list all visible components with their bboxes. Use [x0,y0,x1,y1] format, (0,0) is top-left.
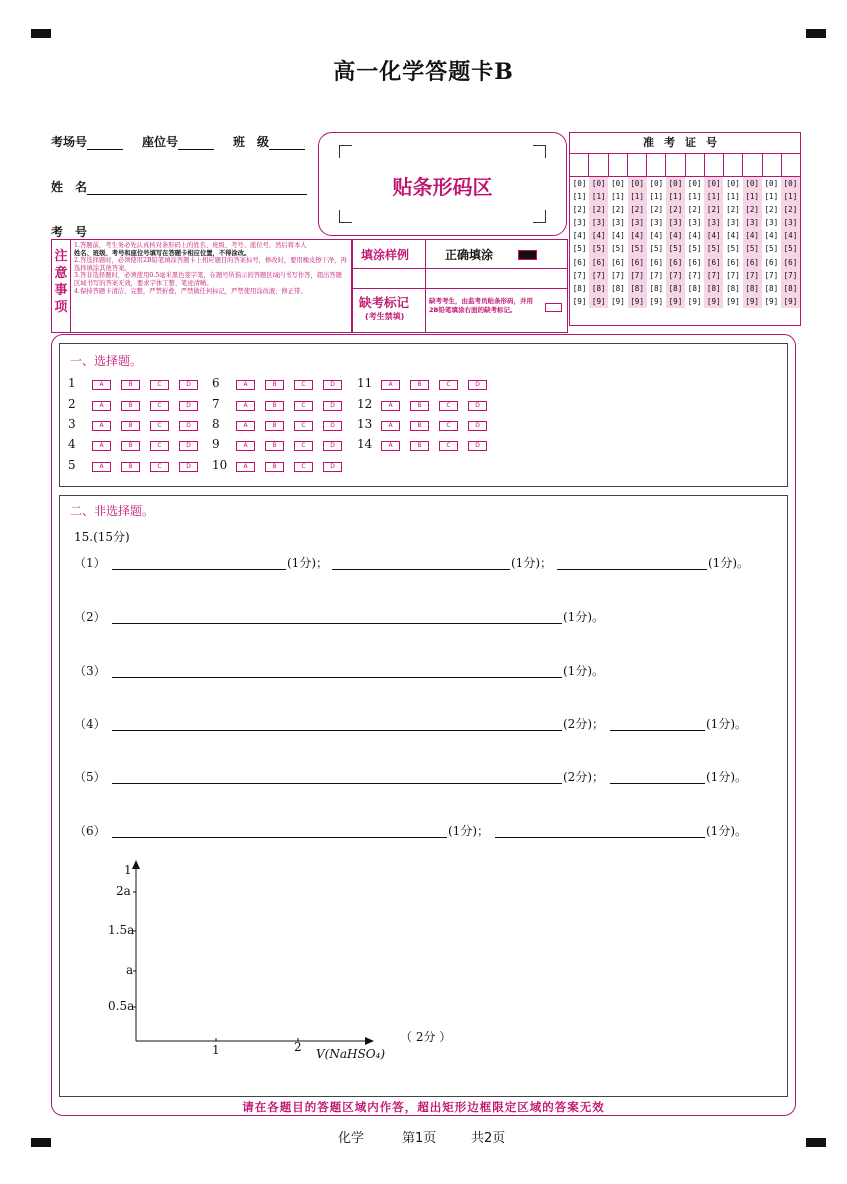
ticket-digit-bubble[interactable]: [6] [687,257,702,267]
ticket-digit-cell[interactable] [628,154,647,176]
x-axis-label: V(NaHSO₄) [316,1047,386,1061]
ticket-digit-cell[interactable] [743,154,762,176]
section2-title: 二、非选择题。 [70,504,155,518]
option-bubble-b[interactable]: B [265,421,284,431]
ticket-digit-bubble[interactable]: [8] [668,283,683,293]
ticket-digit-bubble[interactable]: [4] [764,231,779,241]
notice-text: 1.答题前，考生务必先认真核对条形码上的姓名、班级、考号、座位号，然后将本人 姓名、班级、考号和座位号填写在答题卡相应位置，不得涂改。 2.答选择题时，必须使用2B铅笔填涂答题卡上相应题目的答案标号，修改时，要用橡皮擦干净，再选择填涂其他答案。 3.答非选择题时，必须使用0.5毫米黑色签字笔，在题号所指示的答题区域内书写作答，超出答题区域书写的答案无效，要求字体工整、笔迹清晰。 4.保持答题卡清洁、完整，严禁折叠，严禁做任何标记，严禁使用涂改液、修正带。 [74,242,347,295]
option-bubble-d[interactable]: D [179,421,198,431]
option-bubble-a[interactable]: A [92,441,111,451]
ticket-digit-bubble[interactable]: [8] [611,283,625,293]
ticket-digit-bubble[interactable]: [0] [630,179,644,188]
option-bubble-d[interactable]: D [323,421,342,431]
ticket-digit-cell[interactable] [666,154,685,176]
y-tick-label: a [126,963,134,977]
ticket-digit-bubble[interactable]: [1] [668,192,683,202]
score-label: (1分)。 [708,556,749,570]
ticket-digit-bubble[interactable]: [9] [630,296,644,306]
option-bubble-a[interactable]: A [236,380,255,390]
ticket-number-grid [569,132,801,326]
option-bubble-c[interactable]: C [294,462,313,472]
ticket-digit-bubble[interactable]: [0] [591,179,606,188]
option-bubble-c[interactable]: C [150,380,169,390]
option-bubble-b[interactable]: B [410,380,429,390]
option-bubble-b[interactable]: B [265,441,284,451]
ticket-digit-bubble[interactable]: [0] [668,179,683,188]
ticket-digit-cell[interactable] [686,154,705,176]
option-bubble-d[interactable]: D [179,441,198,451]
ticket-digit-bubble[interactable]: [3] [611,218,625,228]
ticket-digit-bubble[interactable]: [3] [726,218,740,228]
answer-blank[interactable] [557,569,707,570]
ticket-digit-bubble[interactable]: [4] [745,231,759,241]
answer-blank[interactable] [112,837,447,838]
ticket-digit-bubble[interactable]: [9] [687,296,702,306]
ticket-digit-bubble[interactable]: [6] [783,257,798,267]
option-bubble-a[interactable]: A [381,421,400,431]
ticket-digit-bubble[interactable]: [5] [783,244,798,254]
ticket-digit-bubble[interactable]: [5] [706,244,721,254]
y-tick-label: 1 [124,863,132,877]
answer-row-label: （6） [74,824,106,838]
option-bubble-d[interactable]: D [323,401,342,411]
question-number: 7 [212,397,220,411]
ticket-digit-bubble[interactable]: [3] [649,218,664,228]
ticket-digit-bubble[interactable]: [5] [687,244,702,254]
ticket-digit-bubble[interactable]: [8] [591,283,606,293]
answer-blank[interactable] [112,730,562,731]
ticket-digit-bubble[interactable]: [6] [649,257,664,267]
ticket-digit-bubble[interactable]: [4] [649,231,664,241]
ticket-digit-bubble[interactable]: [3] [668,218,683,228]
ticket-digit-bubble[interactable]: [9] [572,296,587,306]
option-bubble-b[interactable]: B [265,380,284,390]
option-bubble-d[interactable]: D [179,401,198,411]
option-bubble-a[interactable]: A [92,421,111,431]
ticket-digit-bubble[interactable]: [5] [649,244,664,254]
ticket-digit-cell[interactable] [724,154,743,176]
ticket-digit-bubble[interactable]: [7] [611,270,625,280]
option-bubble-c[interactable]: C [150,421,169,431]
ticket-digit-bubble[interactable]: [8] [572,283,587,293]
question-number: 5 [68,458,76,472]
absent-desc: 缺考考生，由监考员贴条形码，并用2B铅笔填涂右面的缺考标记。 [429,297,533,314]
ticket-digit-bubble[interactable]: [2] [668,205,683,215]
option-bubble-b[interactable]: B [410,421,429,431]
ticket-digit-bubble[interactable]: [7] [668,270,683,280]
position-mark [806,29,826,38]
ticket-digit-bubble[interactable]: [1] [706,192,721,202]
ticket-digit-bubble[interactable]: [9] [706,296,721,306]
option-bubble-d[interactable]: D [468,380,487,390]
ticket-digit-bubble[interactable]: [3] [591,218,606,228]
option-bubble-d[interactable]: D [468,401,487,411]
ticket-digit-bubble[interactable]: [4] [687,231,702,241]
ticket-digit-bubble[interactable]: [8] [764,283,779,293]
ticket-digit-bubble[interactable]: [5] [572,244,587,254]
option-bubble-a[interactable]: A [92,380,111,390]
ticket-digit-bubble[interactable]: [7] [630,270,644,280]
ticket-digit-bubble[interactable]: [3] [745,218,759,228]
ticket-digit-bubble[interactable]: [1] [591,192,606,202]
name-field[interactable] [51,178,307,195]
question-15-title: 15.(15分) [74,530,130,544]
footer-page: 第1页 [402,1131,437,1146]
answer-blank[interactable] [112,783,562,784]
ticket-digit-bubble[interactable]: [6] [591,257,606,267]
question-number: 12 [357,397,373,411]
ticket-digit-column [570,177,589,308]
ticket-digit-column [704,177,723,308]
answer-row-label: （1） [74,556,106,570]
ticket-digit-bubble[interactable]: [6] [611,257,625,267]
absent-mark-box[interactable] [545,303,562,312]
question-number: 6 [212,376,220,390]
ticket-digit-cell[interactable] [647,154,666,176]
option-bubble-a[interactable]: A [236,421,255,431]
question-number: 3 [68,417,76,431]
option-bubble-c[interactable]: C [294,421,313,431]
ticket-digit-bubble[interactable]: [2] [611,205,625,215]
answer-blank[interactable] [112,569,286,570]
ticket-digit-bubble[interactable]: [2] [630,205,644,215]
ticket-digit-bubble[interactable]: [6] [668,257,683,267]
ticket-digit-bubble[interactable]: [2] [745,205,759,215]
ticket-input-cells[interactable] [570,154,800,177]
ticket-digit-bubble[interactable]: [2] [572,205,587,215]
barcode-area [318,132,567,236]
option-bubble-d[interactable]: D [323,441,342,451]
ticket-digit-bubble[interactable]: [2] [764,205,779,215]
ticket-digit-bubble[interactable]: [1] [726,192,740,202]
ticket-digit-bubble[interactable]: [4] [572,231,587,241]
ticket-digit-column [781,177,800,308]
ticket-digit-bubble[interactable]: [5] [630,244,644,254]
ticket-digit-column [589,177,608,308]
notice-heading: 注 意 事 项 [52,240,71,332]
question-number: 14 [357,437,373,451]
ticket-digit-bubble[interactable]: [5] [764,244,779,254]
ticket-digit-bubble[interactable]: [4] [611,231,625,241]
ticket-digit-bubble[interactable]: [3] [706,218,721,228]
option-bubble-a[interactable]: A [236,441,255,451]
option-bubble-a[interactable]: A [236,401,255,411]
ticket-digit-bubble[interactable]: [7] [706,270,721,280]
option-bubble-b[interactable]: B [121,421,140,431]
ticket-digit-bubble[interactable]: [8] [726,283,740,293]
absent-note: (考生禁填) [365,312,405,321]
nonchoice-section [59,495,788,1097]
ticket-digit-bubble[interactable]: [0] [764,179,779,188]
ticket-digit-bubble[interactable]: [8] [745,283,759,293]
score-label: (1分)。 [563,664,604,678]
ticket-digit-bubble[interactable]: [1] [783,192,798,202]
option-bubble-c[interactable]: C [294,441,313,451]
question-number: 4 [68,437,76,451]
ticket-digit-cell[interactable] [589,154,608,176]
ticket-digit-bubble[interactable]: [9] [668,296,683,306]
footer-total: 共2页 [471,1131,506,1146]
answer-row-label: （5） [74,770,106,784]
ticket-digit-bubble[interactable]: [7] [764,270,779,280]
option-bubble-a[interactable]: A [92,401,111,411]
option-bubble-d[interactable]: D [179,462,198,472]
ticket-digit-bubble[interactable]: [0] [783,179,798,188]
option-bubble-c[interactable]: C [294,380,313,390]
ticket-digit-bubble[interactable]: [0] [572,179,587,188]
option-bubble-c[interactable]: C [439,441,458,451]
ticket-digit-bubble[interactable]: [7] [783,270,798,280]
seat-no-field[interactable] [142,133,214,150]
option-bubble-b[interactable]: B [121,401,140,411]
ticket-digit-bubble[interactable]: [5] [745,244,759,254]
option-bubble-c[interactable]: C [439,380,458,390]
option-bubble-b[interactable]: B [121,462,140,472]
ticket-digit-bubble[interactable]: [2] [591,205,606,215]
option-bubble-b[interactable]: B [121,441,140,451]
answer-row-label: （2） [74,610,106,624]
x-tick-label: 1 [212,1043,220,1057]
fill-example-box [352,239,568,333]
ticket-digit-column [628,177,647,308]
ticket-digit-bubble[interactable]: [5] [668,244,683,254]
ticket-digit-bubble[interactable]: [7] [687,270,702,280]
option-bubble-c[interactable]: C [294,401,313,411]
ticket-digit-bubble[interactable]: [8] [687,283,702,293]
page-title: 高一化学答题卡B [333,59,514,85]
name-label: 姓 名 [51,180,88,194]
ticket-digit-bubble[interactable]: [1] [611,192,625,202]
ticket-digit-bubble[interactable]: [7] [726,270,740,280]
ticket-digit-column [666,177,685,308]
class-label: 班 级 [233,135,270,149]
option-bubble-b[interactable]: B [265,462,284,472]
answer-area [51,334,796,1116]
answer-graph-axes[interactable] [100,856,400,1066]
ticket-digit-bubble[interactable]: [9] [783,296,798,306]
ticket-digit-bubble[interactable]: [1] [572,192,587,202]
filled-mark-sample [518,250,537,260]
ticket-digit-bubble[interactable]: [0] [649,179,664,188]
ticket-digit-bubble[interactable]: [8] [706,283,721,293]
position-mark [31,29,51,38]
ticket-digit-bubble[interactable]: [6] [764,257,779,267]
score-label: (2分)； [563,717,604,731]
ticket-digit-bubble[interactable]: [2] [649,205,664,215]
answer-blank[interactable] [495,837,705,838]
ticket-digit-bubble[interactable]: [3] [783,218,798,228]
y-tick-label: 0.5a [108,999,135,1013]
x-tick-label: 2 [294,1040,302,1054]
option-bubble-b[interactable]: B [410,441,429,451]
ticket-digit-bubble[interactable]: [0] [687,179,702,188]
ticket-digit-bubble[interactable]: [7] [572,270,587,280]
ticket-title: 准考证号 [570,133,800,154]
ticket-digit-cell[interactable] [782,154,800,176]
fill-example-label: 填涂样例 [361,248,410,262]
question-number: 1 [68,376,76,390]
ticket-digit-bubble[interactable]: [3] [630,218,644,228]
ticket-digit-bubble[interactable]: [9] [745,296,759,306]
option-bubble-d[interactable]: D [323,462,342,472]
position-mark [31,1138,51,1147]
ticket-digit-cell[interactable] [570,154,589,176]
ticket-digit-bubble[interactable]: [0] [611,179,625,188]
ticket-digit-cell[interactable] [705,154,724,176]
ticket-digit-bubble[interactable]: [6] [745,257,759,267]
notice-box [51,239,352,333]
score-label: (1分)； [287,556,328,570]
ticket-digit-bubble[interactable]: [6] [572,257,587,267]
option-bubble-a[interactable]: A [381,441,400,451]
option-bubble-d[interactable]: D [179,380,198,390]
ticket-digit-bubble[interactable]: [1] [649,192,664,202]
ticket-digit-bubble[interactable]: [6] [706,257,721,267]
choice-section [59,343,788,487]
ticket-digit-bubble[interactable]: [7] [745,270,759,280]
score-label: (1分)。 [563,610,604,624]
ticket-digit-column [743,177,762,308]
ticket-digit-bubble[interactable]: [8] [783,283,798,293]
option-bubble-c[interactable]: C [150,462,169,472]
question-number: 10 [212,458,228,472]
question-number: 9 [212,437,220,451]
option-bubble-c[interactable]: C [439,401,458,411]
question-number: 2 [68,397,76,411]
barcode-label: 贴条形码区 [392,175,493,199]
ticket-digit-column [608,177,627,308]
exam-room-field[interactable] [51,133,123,150]
option-bubble-a[interactable]: A [236,462,255,472]
ticket-digit-bubble[interactable]: [2] [706,205,721,215]
ticket-digit-bubble[interactable]: [2] [687,205,702,215]
exam-no-field[interactable] [51,223,307,240]
answer-blank[interactable] [112,677,562,678]
answer-blank[interactable] [610,783,705,784]
ticket-digit-column [762,177,781,308]
ticket-digit-bubble[interactable]: [0] [745,179,759,188]
ticket-digit-bubble[interactable]: [5] [591,244,606,254]
answer-blank[interactable] [332,569,510,570]
exam-room-label: 考场号 [51,135,88,149]
score-label: (2分)； [563,770,604,784]
ticket-digit-bubble[interactable]: [6] [630,257,644,267]
ticket-digit-bubble[interactable]: [7] [649,270,664,280]
option-bubble-b[interactable]: B [410,401,429,411]
ticket-digit-bubble[interactable]: [2] [726,205,740,215]
score-label: (1分)； [448,824,489,838]
ticket-digit-bubble[interactable]: [9] [649,296,664,306]
ticket-digit-bubble[interactable]: [1] [764,192,779,202]
ticket-digit-bubble[interactable]: [9] [726,296,740,306]
ticket-digit-bubble[interactable]: [8] [630,283,644,293]
score-label: (1分)。 [706,717,747,731]
ticket-digit-bubble[interactable]: [3] [764,218,779,228]
question-number: 13 [357,417,373,431]
seat-no-label: 座位号 [142,135,179,149]
ticket-digit-bubble[interactable]: [4] [630,231,644,241]
answer-row-label: （3） [74,664,106,678]
correct-fill-label: 正确填涂 [445,248,494,262]
ticket-digit-bubble[interactable]: [4] [591,231,606,241]
option-bubble-c[interactable]: C [150,441,169,451]
option-bubble-a[interactable]: A [92,462,111,472]
option-bubble-a[interactable]: A [381,401,400,411]
ticket-digit-bubble[interactable]: [4] [706,231,721,241]
ticket-digit-bubble[interactable]: [9] [764,296,779,306]
question-number: 11 [357,376,373,390]
class-field[interactable] [233,133,305,150]
score-label: (1分)； [511,556,552,570]
score-label: (1分)。 [706,824,747,838]
exam-no-label: 考 号 [51,225,88,239]
ticket-digit-cell[interactable] [763,154,782,176]
ticket-digit-column [685,177,704,308]
footer-subject: 化学 [338,1131,365,1146]
answer-blank[interactable] [112,623,562,624]
ticket-digit-bubble[interactable]: [4] [783,231,798,241]
ticket-digit-bubble[interactable]: [5] [726,244,740,254]
section1-title: 一、选择题。 [70,354,143,368]
option-bubble-c[interactable]: C [439,421,458,431]
ticket-digit-bubble[interactable]: [9] [591,296,606,306]
option-bubble-c[interactable]: C [150,401,169,411]
option-bubble-b[interactable]: B [121,380,140,390]
ticket-digit-bubble[interactable]: [9] [611,296,625,306]
ticket-digit-bubble[interactable]: [3] [572,218,587,228]
option-bubble-d[interactable]: D [468,421,487,431]
ticket-digit-bubble[interactable]: [0] [726,179,740,188]
ticket-digit-bubble[interactable]: [4] [726,231,740,241]
ticket-digit-bubble[interactable]: [0] [706,179,721,188]
option-bubble-a[interactable]: A [381,380,400,390]
ticket-digit-bubble[interactable]: [7] [591,270,606,280]
position-mark [806,1138,826,1147]
ticket-digit-bubble[interactable]: [1] [745,192,759,202]
ticket-digit-bubble[interactable]: [8] [649,283,664,293]
answer-blank[interactable] [610,730,705,731]
question-number: 8 [212,417,220,431]
footer-warning: 请在各题目的答题区域内作答，超出矩形边框限定区域的答案无效 [242,1100,605,1114]
absent-label: 缺考标记 [359,295,410,310]
answer-row-label: （4） [74,717,106,731]
ticket-digit-bubble[interactable]: [5] [611,244,625,254]
ticket-digit-column [647,177,666,308]
ticket-digit-column [723,177,742,308]
option-bubble-d[interactable]: D [323,380,342,390]
y-tick-label: 2a [116,884,131,898]
ticket-digit-bubble[interactable]: [4] [668,231,683,241]
y-tick-label: 1.5a [108,923,135,937]
ticket-digit-bubble[interactable]: [3] [687,218,702,228]
ticket-bubbles[interactable] [570,177,800,308]
option-bubble-d[interactable]: D [468,441,487,451]
ticket-digit-bubble[interactable]: [1] [630,192,644,202]
option-bubble-b[interactable]: B [265,401,284,411]
ticket-digit-cell[interactable] [609,154,628,176]
ticket-digit-bubble[interactable]: [1] [687,192,702,202]
ticket-digit-bubble[interactable]: [2] [783,205,798,215]
graph-score: （ 2分 ） [400,1030,452,1044]
score-label: (1分)。 [706,770,747,784]
ticket-digit-bubble[interactable]: [6] [726,257,740,267]
